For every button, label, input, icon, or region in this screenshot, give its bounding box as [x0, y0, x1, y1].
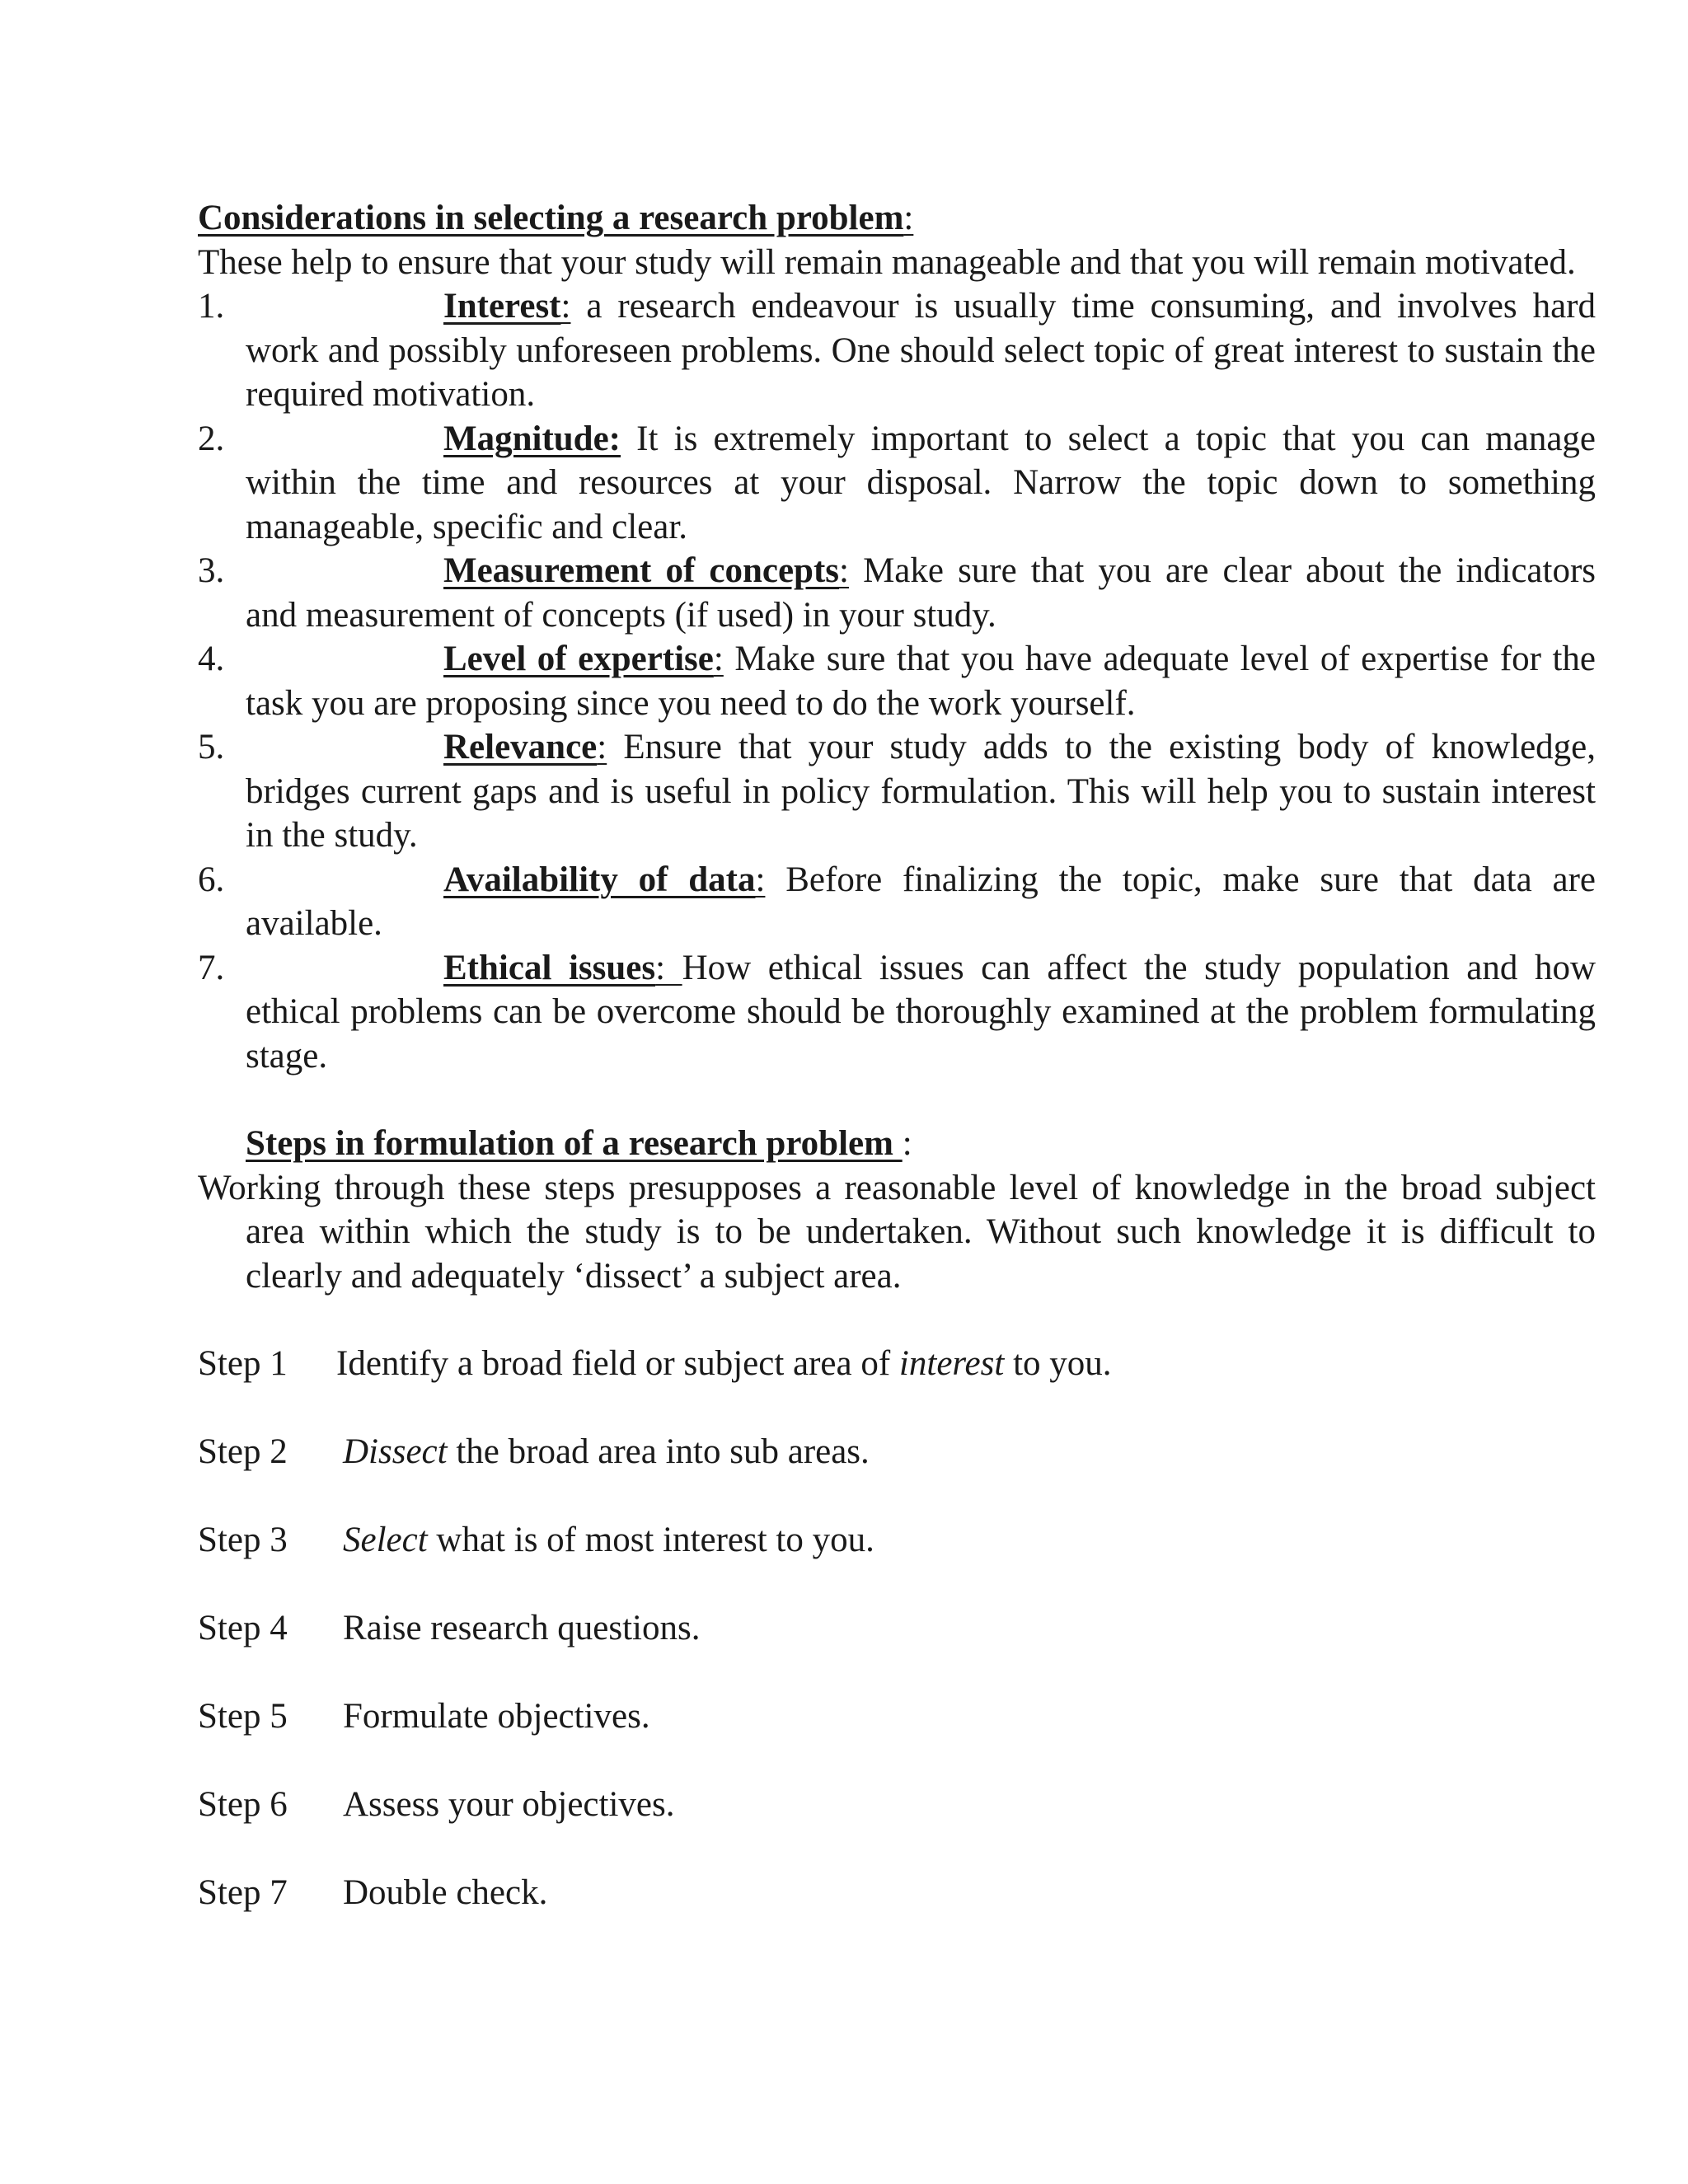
list-item: [198, 417, 1596, 550]
step-label: Step 1: [198, 1344, 288, 1383]
item-term: Magnitude:: [443, 419, 621, 458]
step-item: Step 3 Select what is of most interest to you.: [198, 1518, 1596, 1563]
list-item: 6. Availability of data: Before finalizing the topic, make sure that data are available.: [198, 858, 1596, 946]
step-item: Step 1 Identify a broad field or subject area of interest to you.: [198, 1342, 1596, 1386]
document-page: [198, 196, 1596, 1959]
considerations-list: [198, 284, 1596, 1078]
step-label: Step 6: [198, 1785, 288, 1824]
item-term: Level of expertise: [443, 640, 714, 678]
step-label: Step 4: [198, 1609, 288, 1647]
item-number: 4.: [198, 640, 225, 678]
list-item: 3. Measurement of concepts: Make sure that you are clear about the indicators and measurement of concepts (if used) in your study.: [198, 549, 1596, 637]
formulation-heading: Steps in formulation of a research problem :: [246, 1124, 912, 1163]
item-text: It is extremely important to select a topic that you can manage within the time and resources at your disposal. Narrow the topic down to something manageable, specific and clear.: [246, 419, 1596, 546]
step-label: Step 7: [198, 1873, 288, 1912]
item-term: Interest: [443, 287, 561, 326]
formulation-section: [198, 1122, 1596, 1915]
list-item: 1. Interest: a research endeavour is usually time consuming, and involves hard work and possibly unforeseen problems. One should select topic of great interest to sustain the required motivation.: [198, 284, 1596, 417]
step-item: Step 2 Dissect the broad area into sub areas.: [198, 1430, 1596, 1474]
item-text: How ethical issues can affect the study population and how ethical problems can be overcome should be thoroughly examined at the problem formulating stage.: [246, 948, 1596, 1076]
list-item: 4. Level of expertise: Make sure that you have adequate level of expertise for the task you are proposing since you need to do the work yourself.: [198, 637, 1596, 725]
step-item: Step 7 Double check.: [198, 1871, 1596, 1915]
item-term: Measurement of concepts: [443, 551, 840, 590]
list-item: 7. Ethical issues: How ethical issues can affect the study population and how ethical problems can be overcome should be thoroughly examined at the problem formulating stage.: [198, 946, 1596, 1079]
considerations-section: [198, 196, 1596, 1078]
item-text: Ensure that your study adds to the existing body of knowledge, bridges current gaps and is useful in policy formulation. This will help you to sustain interest in the study.: [246, 728, 1596, 855]
step-item: Step 5 Formulate objectives.: [198, 1694, 1596, 1739]
step-item: Step 4 Raise research questions.: [198, 1606, 1596, 1651]
list-item: 5. Relevance: Ensure that your study adds to the existing body of knowledge, bridges current gaps and is useful in policy formulation. This will help you to sustain interest in the study.: [198, 725, 1596, 858]
considerations-heading: Considerations in selecting a research problem:: [198, 199, 914, 237]
item-term: Availability of data: [443, 860, 756, 899]
item-number: 7.: [198, 948, 225, 987]
item-number: 6.: [198, 860, 225, 899]
item-term: Relevance: [443, 728, 598, 766]
considerations-intro: These help to ensure that your study will remain manageable and that you will remain motivated.: [198, 242, 1576, 282]
step-label: Step 3: [198, 1521, 288, 1559]
steps-list: [198, 1342, 1596, 1915]
item-text: Make sure that you have adequate level of expertise for the task you are proposing since you need to do the work yourself.: [246, 640, 1597, 723]
item-number: 1.: [198, 287, 225, 326]
item-number: 2.: [198, 419, 225, 458]
item-term: Ethical issues: [443, 948, 656, 987]
item-text: Make sure that you are clear about the indicators and measurement of concepts (if used) in your study.: [246, 551, 1597, 635]
item-text: a research endeavour is usually time consuming, and involves hard work and possibly unforeseen problems. One should select topic of great interest to sustain the required motivation.: [246, 287, 1596, 414]
step-label: Step 5: [198, 1697, 288, 1736]
formulation-intro: Working through these steps presupposes a reasonable level of knowledge in the broad subject area within which the study is to be undertaken. Without such knowledge it is difficult to clearly and adequately ‘dissect’ a subject area.: [198, 1168, 1596, 1296]
step-item: Step 6 Assess your objectives.: [198, 1783, 1596, 1827]
item-number: 5.: [198, 728, 225, 766]
step-label: Step 2: [198, 1432, 288, 1471]
item-number: 3.: [198, 551, 225, 590]
item-text: Before finalizing the topic, make sure that data are available.: [246, 860, 1596, 943]
